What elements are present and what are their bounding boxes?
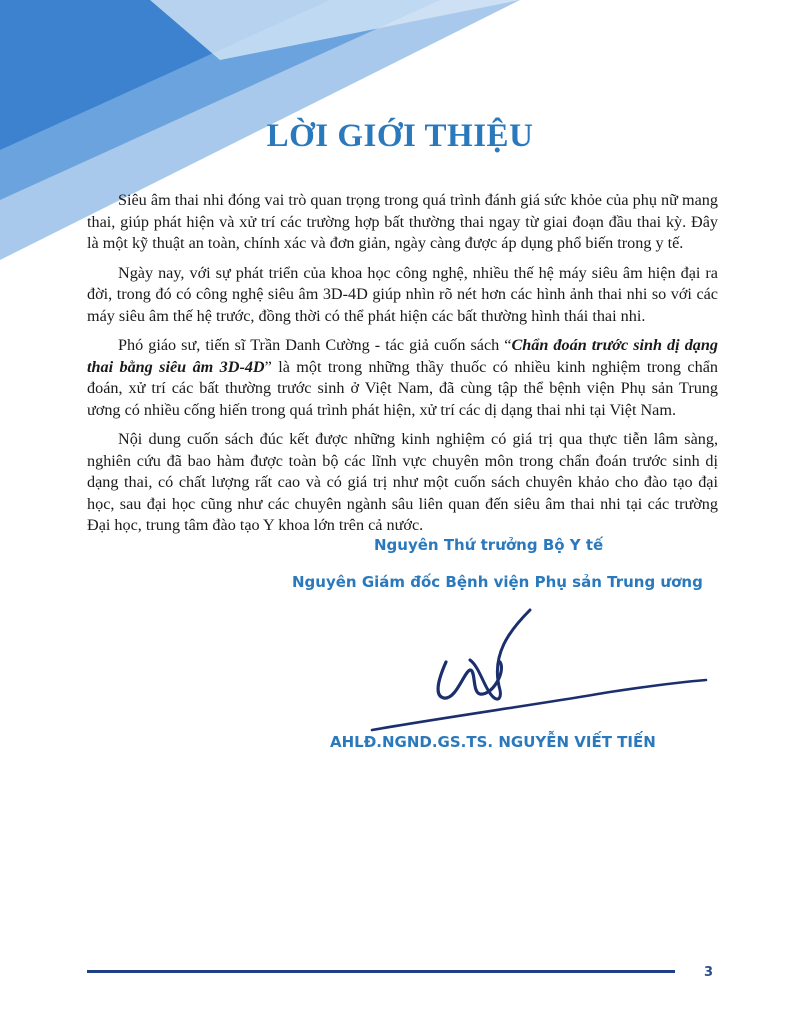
footer-rule: [87, 970, 675, 973]
paragraph-3-lead: Phó giáo sư, tiến sĩ Trần Danh Cường - tác giả cuốn sách “: [118, 336, 512, 354]
paragraph-3-rest: ” là một trong những thầy thuốc có nhiều kinh nghiệm trong chẩn đoán, xử trí các bất thường trước sinh ở Việt Nam, đã cùng tập thể bệnh viện Phụ sản Trung ương có nhiều cống hiến trong quá trình phát hiện, xử trí các dị dạng thai nhi tại Việt Nam.: [87, 357, 718, 419]
paragraph-3: [87, 335, 718, 421]
book-title: Chẩn đoán trước sinh dị dạng thai bằng siêu âm 3D-4D: [87, 336, 718, 376]
signer-name: AHLĐ.NGND.GS.TS. NGUYỄN VIẾT TIẾN: [330, 733, 656, 751]
handwritten-signature: [360, 600, 720, 750]
body-text: [87, 190, 718, 545]
paragraph-4: Nội dung cuốn sách đúc kết được những kinh nghiệm có giá trị qua thực tiễn lâm sàng, nghiên cứu đã bao hàm được toàn bộ các lĩnh vực chuyên môn trong chẩn đoán trước sinh dị dạng thai, có chất lượng rất cao và có giá trị như một cuốn sách chuyên khảo cho đào tạo đại học, sau đại học cũng như các chuyên ngành sâu liên quan đến siêu âm thai nhi tại các trường Đại học, trung tâm đào tạo Y khoa lớn trên cả nước.: [87, 430, 718, 534]
paragraph-2: Ngày nay, với sự phát triển của khoa học công nghệ, nhiều thế hệ máy siêu âm hiện đại ra đời, trong đó có công nghệ siêu âm 3D-4D giúp nhìn rõ nét hơn các hình ảnh thai nhi so với các máy siêu âm thế hệ trước, đồng thời có thể phát hiện các bất thường hình thái thai nhi.: [87, 263, 718, 325]
signoff-title-1: Nguyên Thứ trưởng Bộ Y tế: [374, 536, 604, 554]
page-title: LỜI GIỚI THIỆU: [266, 118, 534, 154]
paragraph-1: Siêu âm thai nhi đóng vai trò quan trọng trong quá trình đánh giá sức khỏe của phụ nữ mang thai, giúp phát hiện và xử trí các trường hợp bất thường thai ngay từ giai đoạn đầu thai kỳ. Đây là một kỹ thuật an toàn, chính xác và đơn giản, ngày càng được áp dụng phổ biến trong y tế.: [87, 191, 718, 252]
page-number: 3: [704, 965, 714, 980]
signoff-title-2: Nguyên Giám đốc Bệnh viện Phụ sản Trung ương: [292, 573, 703, 591]
